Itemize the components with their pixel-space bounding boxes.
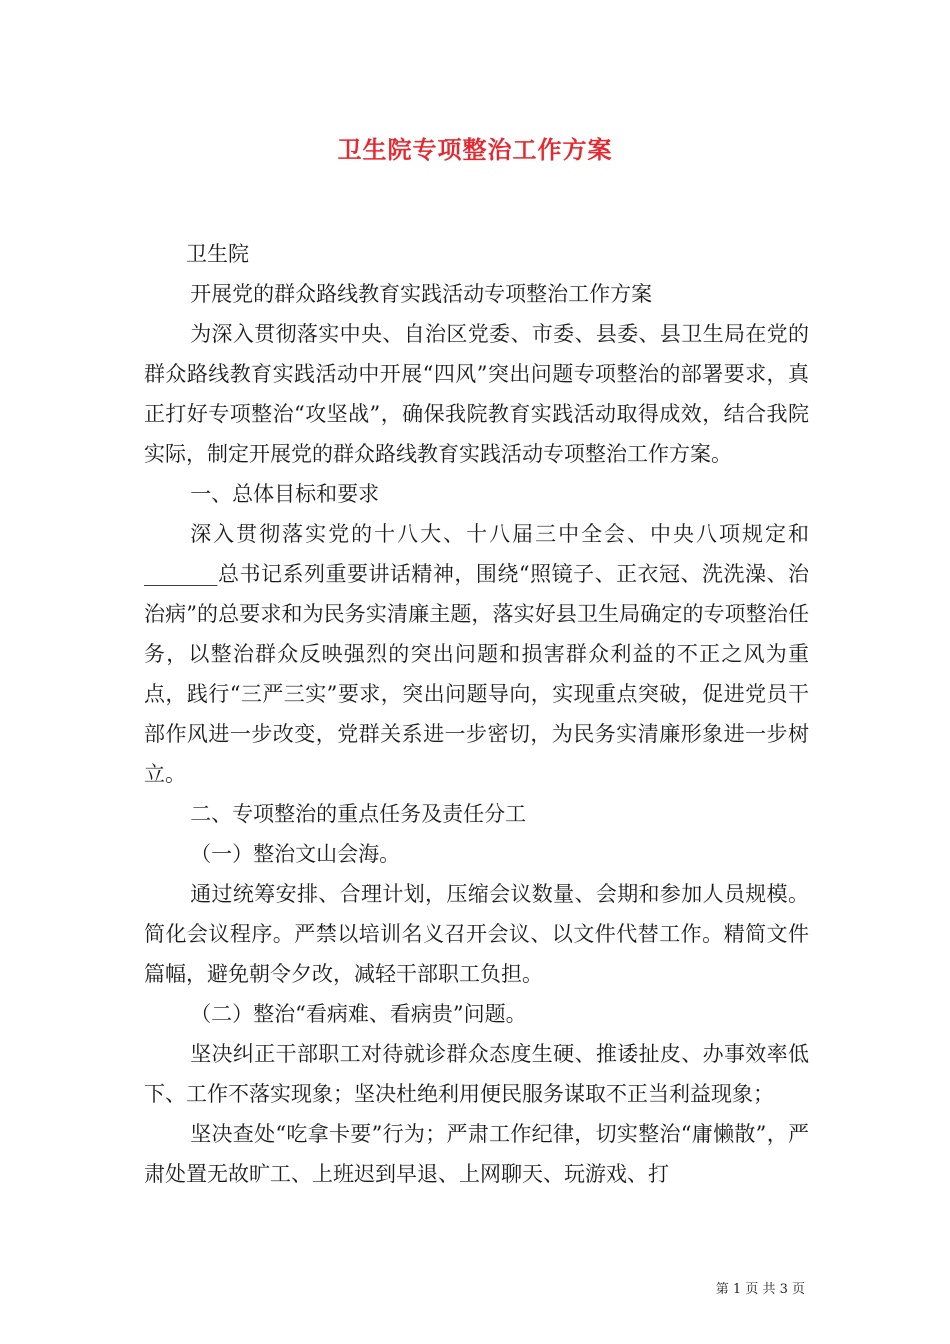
subsection-heading-2: （二）整治“看病难、看病贵”问题。 (190, 1002, 527, 1026)
paragraph-subtitle: 开展党的群众路线教育实践活动专项整治工作方案 (190, 282, 653, 306)
page-number: 第 1 页 共 3 页 (715, 1282, 805, 1297)
document-body (144, 234, 809, 1194)
section-heading-2: 二、专项整治的重点任务及责任分工 (190, 802, 527, 826)
paragraph-org: 卫生院 (186, 242, 249, 266)
paragraph-intro: 为深入贯彻落实中央、自治区党委、市委、县委、县卫生局在党的群众路线教育实践活动中开展“四风”突出问题专项整治的部署要求，真正打好专项整治“攻坚战”，确保我院教育实践活动取得成效，结合我院实际，制定开展党的群众路线教育实践活动专项整治工作方案。 (144, 322, 809, 466)
subsection-heading-1: （一）整治文山会海。 (190, 842, 401, 866)
paragraph-goals: 深入贯彻落实党的十八大、十八届三中全会、中央八项规定和_______总书记系列重要讲话精神，围绕“照镜子、正衣冠、洗洗澡、治治病”的总要求和为民务实清廉主题，落实好县卫生局确定的专项整治任务，以整治群众反映强烈的突出问题和损害群众利益的不正之风为重点，践行“三严三实”要求，突出问题导向，实现重点突破，促进党员干部作风进一步改变，党群关系进一步密切，为民务实清廉形象进一步树立。 (144, 522, 809, 786)
paragraph-meetings: 通过统筹安排、合理计划，压缩会议数量、会期和参加人员规模。简化会议程序。严禁以培训名义召开会议、以文件代替工作。精简文件篇幅，避免朝令夕改，减轻干部职工负担。 (144, 882, 809, 986)
section-heading-1: 一、总体目标和要求 (190, 482, 380, 506)
document-title: 卫生院专项整治工作方案 (337, 135, 613, 164)
paragraph-service: 坚决纠正干部职工对待就诊群众态度生硬、推诿扯皮、办事效率低下、工作不落实现象；坚决杜绝利用便民服务谋取不正当利益现象； (144, 1042, 809, 1106)
paragraph-discipline: 坚决查处“吃拿卡要”行为；严肃工作纪律，切实整治“庸懒散”，严肃处置无故旷工、上班迟到早退、上网聊天、玩游戏、打 (144, 1122, 809, 1186)
